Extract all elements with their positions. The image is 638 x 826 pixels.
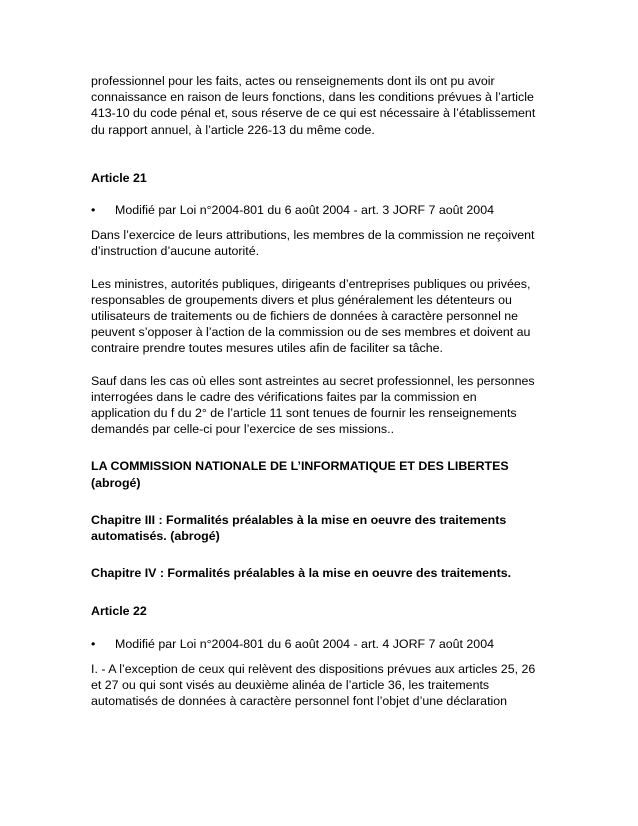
text-line: professionnel pour les faits, actes ou renseignements dont ils ont pu avoir — [91, 74, 495, 88]
text-line: interrogées dans le cadre des vérifications faites par la commission en — [91, 389, 477, 404]
modification-link[interactable]: Modifié par Loi n°2004-801 du 6 août 2004 - art. 4 JORF 7 août 2004 — [115, 636, 494, 651]
chapitre-3-heading — [91, 512, 551, 544]
heading-line: Chapitre III : Formalités préalables à la mise en oeuvre des traitements — [91, 512, 507, 527]
text-line: utilisateurs de traitements ou de fichiers de données à caractère personnel ne — [91, 309, 519, 324]
article-21-heading: Article 21 — [91, 170, 147, 185]
text-line: responsables de groupements divers et plus généralement les détenteurs ou — [91, 292, 512, 307]
text-line: automatisés de données à caractère personnel font l’objet d’une déclaration — [91, 694, 508, 709]
heading-line: LA COMMISSION NATIONALE DE L’INFORMATIQUE ET DES LIBERTES — [91, 459, 509, 474]
text-line: connaissance en raison de leurs fonctions, dans les conditions prévues à l’article — [91, 90, 534, 105]
article-21-paragraph-1 — [91, 227, 551, 259]
text-line: I. - A l’exception de ceux qui relèvent des dispositions prévues aux articles 25, 26 — [91, 661, 536, 676]
text-line: du rapport annuel, à l’article 226-13 du même code. — [91, 122, 375, 137]
text-line: Sauf dans les cas où elles sont astreintes au secret professionnel, les personnes — [91, 373, 535, 388]
heading-line: automatisés. (abrogé) — [91, 529, 220, 544]
article-22-heading: Article 22 — [91, 604, 147, 619]
article-21-modification — [91, 202, 551, 218]
text-line: application du f du 2° de l’article 11 sont tenues de fournir les renseignements — [91, 406, 517, 421]
modification-link[interactable]: Modifié par Loi n°2004-801 du 6 août 2004 - art. 3 JORF 7 août 2004 — [115, 203, 494, 218]
bullet-icon: • — [91, 203, 96, 218]
bullet-icon: • — [91, 636, 96, 651]
text-line: 413-10 du code pénal et, sous réserve de ce qui est nécessaire à l’établissement — [91, 106, 536, 121]
chapitre-4-heading: Chapitre IV : Formalités préalables à la mise en oeuvre des traitements. — [91, 566, 512, 581]
article-22-paragraph-1 — [91, 661, 551, 710]
text-line: peuvent s’opposer à l’action de la commission ou de ses membres et doivent au — [91, 325, 531, 340]
text-line: et 27 ou qui sont visés au deuxième alinéa de l’article 36, les traitements — [91, 678, 490, 693]
text-line: Dans l’exercice de leurs attributions, les membres de la commission ne reçoivent — [91, 228, 535, 243]
article-22-modification — [91, 636, 551, 652]
intro-paragraph — [91, 73, 551, 138]
commission-heading — [91, 458, 551, 490]
document-body — [91, 73, 551, 709]
article-21-paragraph-2 — [91, 276, 551, 357]
text-line: d’instruction d’aucune autorité. — [91, 244, 260, 259]
heading-line: (abrogé) — [91, 475, 141, 490]
text-line: Les ministres, autorités publiques, dirigeants d’entreprises publiques ou privées, — [91, 276, 531, 291]
text-line: contraire prendre toutes mesures utiles afin de faciliter sa tâche. — [91, 341, 443, 356]
text-line: demandés par celle-ci pour l’exercice de ses missions.. — [91, 422, 395, 437]
article-21-paragraph-3 — [91, 373, 551, 438]
